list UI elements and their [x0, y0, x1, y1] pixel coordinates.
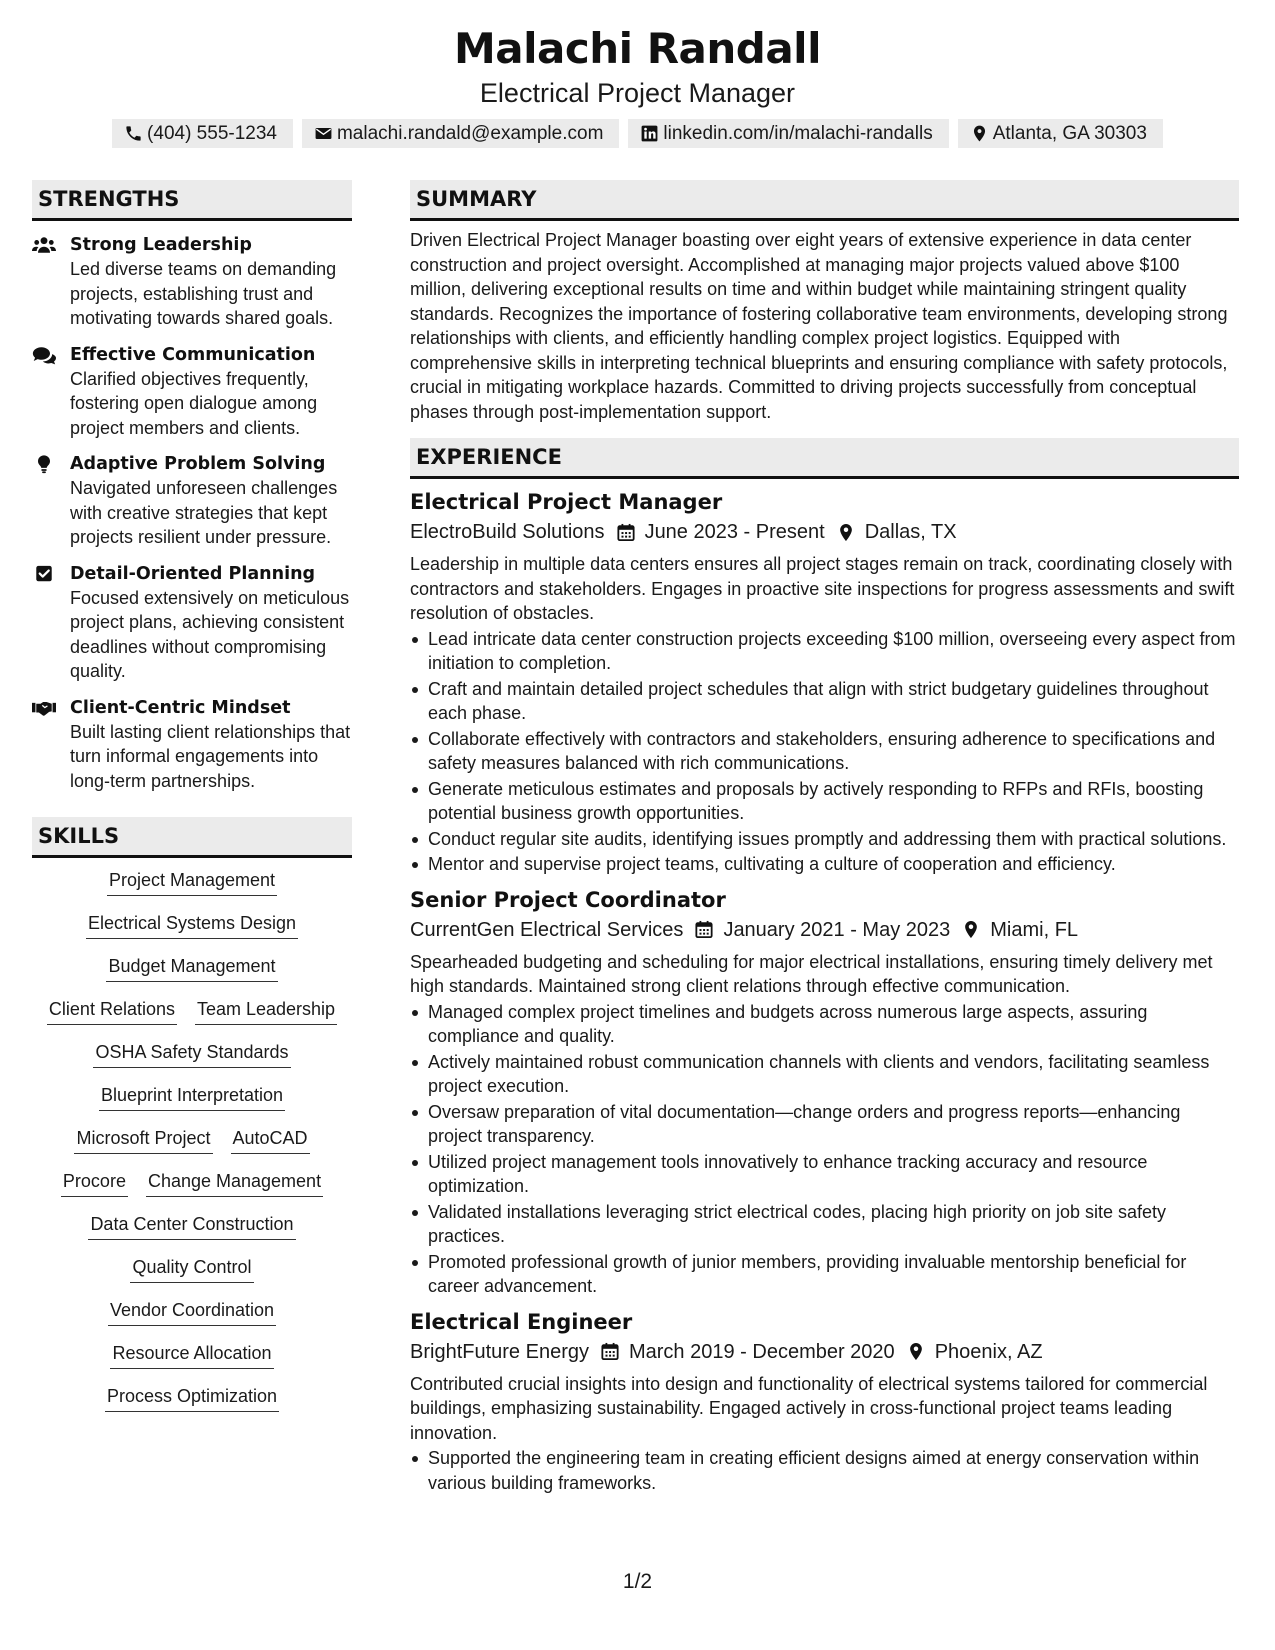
- list-item: Generate meticulous estimates and proposals by actively responding to RFPs and RFIs, boosting potential business growth opportunities.: [410, 777, 1239, 826]
- skill-tag: Project Management: [107, 868, 277, 896]
- envelope-icon: [314, 124, 333, 143]
- job-company: CurrentGen Electrical Services: [410, 918, 684, 941]
- job-location: Phoenix, AZ: [934, 1340, 1043, 1363]
- skill-tag: Quality Control: [130, 1255, 253, 1283]
- job-title: Electrical Engineer: [410, 1309, 633, 1334]
- page-number: 1/2: [622, 1570, 653, 1593]
- strength-item: [32, 562, 352, 684]
- strength-item: [32, 233, 352, 331]
- linkedin-text: linkedin.com/in/malachi-randalls: [663, 122, 933, 144]
- skill-tag: Microsoft Project: [74, 1126, 212, 1154]
- list-item: Validated installations leveraging strict electrical codes, placing high priority on job site safety practices.: [410, 1200, 1239, 1249]
- job-title: Electrical Project Manager: [410, 490, 723, 514]
- list-item: Conduct regular site audits, identifying issues promptly and addressing them with practical solutions.: [410, 827, 1239, 852]
- phone-icon: [124, 124, 143, 143]
- strength-item: [32, 452, 352, 550]
- strength-title: Detail-Oriented Planning: [70, 563, 316, 584]
- job-bullets: [410, 627, 1239, 877]
- skill-tag: Data Center Construction: [88, 1212, 295, 1240]
- job-location: Miami, FL: [990, 918, 1079, 941]
- calendar-icon: [617, 523, 635, 542]
- strength-title: Client-Centric Mindset: [70, 697, 291, 718]
- skill-tag: Process Optimization: [105, 1384, 279, 1412]
- phone-text: (404) 555-1234: [147, 122, 277, 144]
- lightbulb-icon: [32, 454, 56, 474]
- job-description: Leadership in multiple data centers ensures all project stages remain on track, coordinating closely with contractors and stakeholders. Engages in proactive site inspections for progress assessments and swift resolution of obstacles.: [410, 554, 1235, 623]
- contact-linkedin[interactable]: [628, 119, 948, 148]
- job-meta: [410, 517, 1239, 547]
- job-dates: January 2021 - May 2023: [723, 918, 951, 941]
- list-item: Managed complex project timelines and budgets across numerous large aspects, assuring compliance and quality.: [410, 1000, 1239, 1049]
- list-item: Supported the engineering team in creating efficient designs aimed at energy conservation within various building frameworks.: [410, 1446, 1239, 1495]
- strength-title: Effective Communication: [70, 344, 316, 365]
- skills-heading: SKILLS: [32, 817, 352, 858]
- job-meta: [410, 1337, 1239, 1367]
- job-bullets: [410, 1000, 1239, 1299]
- list-item: Utilized project management tools innovatively to enhance tracking accuracy and resource optimization.: [410, 1150, 1239, 1199]
- job-dates: June 2023 - Present: [644, 521, 825, 543]
- list-item: Collaborate effectively with contractors and stakeholders, ensuring adherence to specifications and safety measures balanced with rich communications.: [410, 727, 1239, 776]
- candidate-title: Electrical Project Manager: [479, 78, 796, 108]
- skill-tag: Blueprint Interpretation: [99, 1083, 285, 1111]
- contact-bar: [0, 119, 1275, 148]
- map-pin-icon: [837, 523, 855, 542]
- list-item: Oversaw preparation of vital documentation—change orders and progress reports—enhancing project transparency.: [410, 1100, 1239, 1149]
- strength-desc: Focused extensively on meticulous project plans, achieving consistent deadlines without compromising quality.: [70, 587, 350, 681]
- contact-email[interactable]: [302, 119, 619, 148]
- job-location: Dallas, TX: [864, 521, 957, 543]
- job-dates: March 2019 - December 2020: [628, 1340, 895, 1363]
- map-pin-icon: [970, 124, 989, 143]
- skill-tag: Budget Management: [106, 954, 277, 982]
- job-entry: [410, 487, 1239, 877]
- strength-desc: Built lasting client relationships that turn informal engagements into long-term partnerships.: [70, 721, 351, 791]
- list-item: Actively maintained robust communication channels with clients and vendors, facilitating seamless project execution.: [410, 1050, 1239, 1099]
- job-company: ElectroBuild Solutions: [410, 521, 605, 543]
- linkedin-icon: [640, 124, 659, 143]
- job-title: Senior Project Coordinator: [410, 887, 726, 912]
- job-bullets: [410, 1446, 1239, 1495]
- users-icon: [32, 235, 56, 255]
- experience-heading: EXPERIENCE: [410, 438, 1239, 479]
- list-item: Mentor and supervise project teams, cultivating a culture of cooperation and efficiency.: [410, 852, 1239, 877]
- skill-tag: AutoCAD: [231, 1126, 310, 1154]
- strengths-heading: STRENGTHS: [32, 180, 352, 221]
- map-pin-icon: [962, 920, 980, 939]
- summary-heading: SUMMARY: [410, 180, 1239, 221]
- skill-tag: Resource Allocation: [110, 1341, 273, 1369]
- skill-tag: Electrical Systems Design: [86, 911, 298, 939]
- skill-tag: Change Management: [146, 1169, 323, 1197]
- job-description: Contributed crucial insights into design and functionality of electrical systems tailored for commercial buildings, emphasizing sustainability. Engaged actively in cross-functional project teams leading innovation.: [410, 1373, 1208, 1443]
- strength-desc: Led diverse teams on demanding projects, establishing trust and motivating towards shared goals.: [70, 259, 337, 328]
- email-text: malachi.randald@example.com: [336, 122, 604, 144]
- map-pin-icon: [907, 1342, 925, 1361]
- strength-item: [32, 343, 352, 441]
- job-meta: [410, 915, 1239, 945]
- skills-list: [32, 868, 352, 1412]
- strength-title: Adaptive Problem Solving: [70, 454, 326, 474]
- skill-tag: Vendor Coordination: [108, 1298, 276, 1326]
- calendar-icon: [695, 920, 713, 939]
- skill-tag: OSHA Safety Standards: [93, 1040, 290, 1068]
- comments-icon: [32, 345, 56, 365]
- contact-phone[interactable]: [112, 119, 293, 148]
- strength-item: [32, 696, 352, 794]
- checkbox-icon: [32, 564, 56, 584]
- job-entry: [410, 885, 1239, 1299]
- list-item: Craft and maintain detailed project schedules that align with strict budgetary guidelines throughout each phase.: [410, 677, 1239, 726]
- strength-title: Strong Leadership: [70, 235, 252, 255]
- strength-desc: Navigated unforeseen challenges with creative strategies that kept projects resilient under pressure.: [70, 478, 338, 547]
- calendar-icon: [601, 1342, 619, 1361]
- skill-tag: Team Leadership: [195, 997, 337, 1025]
- handshake-icon: [32, 698, 56, 718]
- skill-tag: Procore: [61, 1169, 128, 1197]
- strength-desc: Clarified objectives frequently, fostering open dialogue among project members and clients.: [70, 368, 318, 438]
- list-item: Lead intricate data center construction projects exceeding $100 million, overseeing every aspect from initiation to completion.: [410, 627, 1239, 676]
- resume-body: [32, 180, 1243, 1496]
- contact-location: [958, 119, 1163, 148]
- candidate-name: Malachi Randall: [454, 24, 821, 73]
- resume-header: [0, 0, 1275, 148]
- job-entry: [410, 1307, 1239, 1496]
- location-text: Atlanta, GA 30303: [992, 122, 1147, 144]
- job-company: BrightFuture Energy: [410, 1340, 589, 1363]
- job-description: Spearheaded budgeting and scheduling for major electrical installations, ensuring timely delivery met high standards. Maintained strong client relations through effective communication.: [410, 951, 1213, 996]
- summary-text: Driven Electrical Project Manager boasting over eight years of extensive experience in data center construction and project oversight. Accomplished at managing major projects valued above $100 million, delivering exceptional results on time and within budget while maintaining stringent quality standards. Recognizes the importance of fostering collaborative team environments, developing strong relationships with clients, and efficiently handling complex project logistics. Equipped with comprehensive skills in interpreting technical blueprints and ensuring compliance with safety protocols, crucial in mitigating workplace hazards. Committed to driving projects successfully from conceptual phases through post-implementation support.: [410, 230, 1228, 422]
- skill-tag: Client Relations: [47, 997, 177, 1025]
- list-item: Promoted professional growth of junior members, providing invaluable mentorship beneficial for career advancement.: [410, 1250, 1239, 1299]
- right-column: [410, 180, 1239, 1496]
- left-column: [32, 180, 352, 1496]
